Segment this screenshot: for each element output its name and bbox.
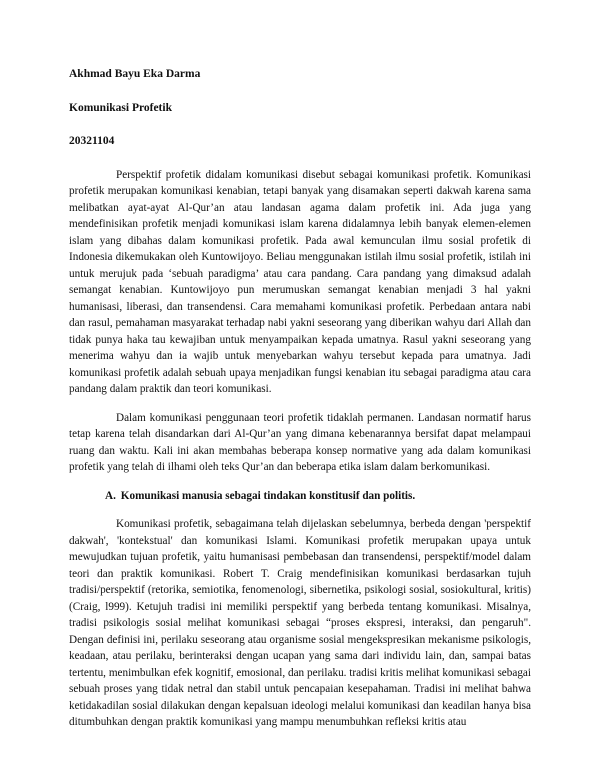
paragraph-normative: Dalam komunikasi penggunaan teori profetik tidaklah permanen. Landasan normatif harus tetap karena telah disandarkan dari Al-Qur’an yang dimana kebenarannya bersifat dapat melampaui ruang dan waktu. Kali ini akan membahas beberapa konsep normative yang ada dalam komunikasi profetik yang telah di ilhami oleh teks Qur’an dan beberapa etika islam dalam berkomunikasi.	[69, 411, 531, 473]
paragraph-intro: Perspektif profetik didalam komunikasi disebut sebagai komunikasi profetik. Komunikasi profetik merupakan komunikasi kenabian, tetapi banyak yang disamakan seperti dakwah karena sama melibatkan ayat-ayat Al-Qur’an atau landasan agama dalam profetik ini. Ada juga yang mendefinisikan profetik menjadi komunikasi islam karena didalamnya lebih banyak elemen-elemen islam yang dibahas dalam komunikasi profetik. Pada awal kemunculan ilmu sosial profetik di Indonesia dikemukakan oleh Kuntowijoyo. Beliau menggunakan istilah ilmu sosial profetik, istilah ini untuk merujuk pada ‘sebuah paradigma’ atau cara pandang. Cara pandang yang dimaksud adalah semangat kenabian. Kuntowijoyo pun merumuskan semangat kenabian menjadi 3 hal yakni humanisasi, liberasi, dan transendensi. Cara memahami komunikasi profetik. Perbedaan antara nabi dan rasul, pemahaman masyarakat terhadap nabi yakni seseorang yang diberikan wahyu dari Allah dan tidak punya haka tau kewajiban untuk menyampaikan kepada umatnya. Rasul yakni seseorang yang menerima wahyu dan ia wajib untuk menyebarkan wahyu tersebut kepada para umatnya. Jadi komunikasi profetik adalah sebuah upaya menjadikan fungsi kenabian itu sebagai paradigma atau cara pandang dalam praktik dan teori komunikasi.	[69, 168, 531, 395]
paragraph-section-a: Komunikasi profetik, sebagaimana telah dijelaskan sebelumnya, berbeda dengan 'perspektif dakwah', 'kontekstual' dan komunikasi Islami. Komunikasi profetik merupakan upaya untuk mewujudkan tujuan profetik, yaitu humanisasi pembebasan dan transendensi, perspektif/model dalam teori dan praktik komunikasi. Robert T. Craig mendefinisikan komunikasi berdasarkan tujuh tradisi/perspektif (retorika, semiotika, fenomenologi, sibernetika, psikologi sosial, sosiokultural, kritis) (Craig, l999). Ketujuh tradisi ini memiliki perspektif yang berbeda tentang komunikasi. Misalnya, tradisi psikologis sosial melihat komunikasi sebagai “proses ekspresi, interaksi, dan pengaruh". Dengan definisi ini, perilaku seseorang atau organisme sosial mengekspresikan mekanisme psikologis, keadaan, atau perilaku, berinteraksi dengan ucapan yang sama dari individu lain, dan, sampai batas tertentu, menimbulkan efek kognitif, emosional, dan perilaku. tradisi kritis melihat komunikasi sebagai sebuah proses yang tidak netral dan stabil untuk pencapaian kesepahaman. Tradisi ini melihat bahwa ketidakadilan sosial dilakukan dengan kepalsuan ideologi melalui komunikasi dan keadilan hanya bisa ditumbuhkan dengan praktik komunikasi yang mampu menumbuhkan refleksi kritis atau	[69, 518, 531, 728]
section-number: A.	[105, 489, 116, 502]
section-heading	[69, 488, 531, 505]
author-name: Akhmad Bayu Eka Darma	[69, 68, 201, 80]
student-id: 20321104	[69, 135, 115, 147]
course-title: Komunikasi Profetik	[69, 101, 172, 114]
section-title-text: Komunikasi manusia sebagai tindakan konstitusif dan politis.	[120, 489, 416, 502]
